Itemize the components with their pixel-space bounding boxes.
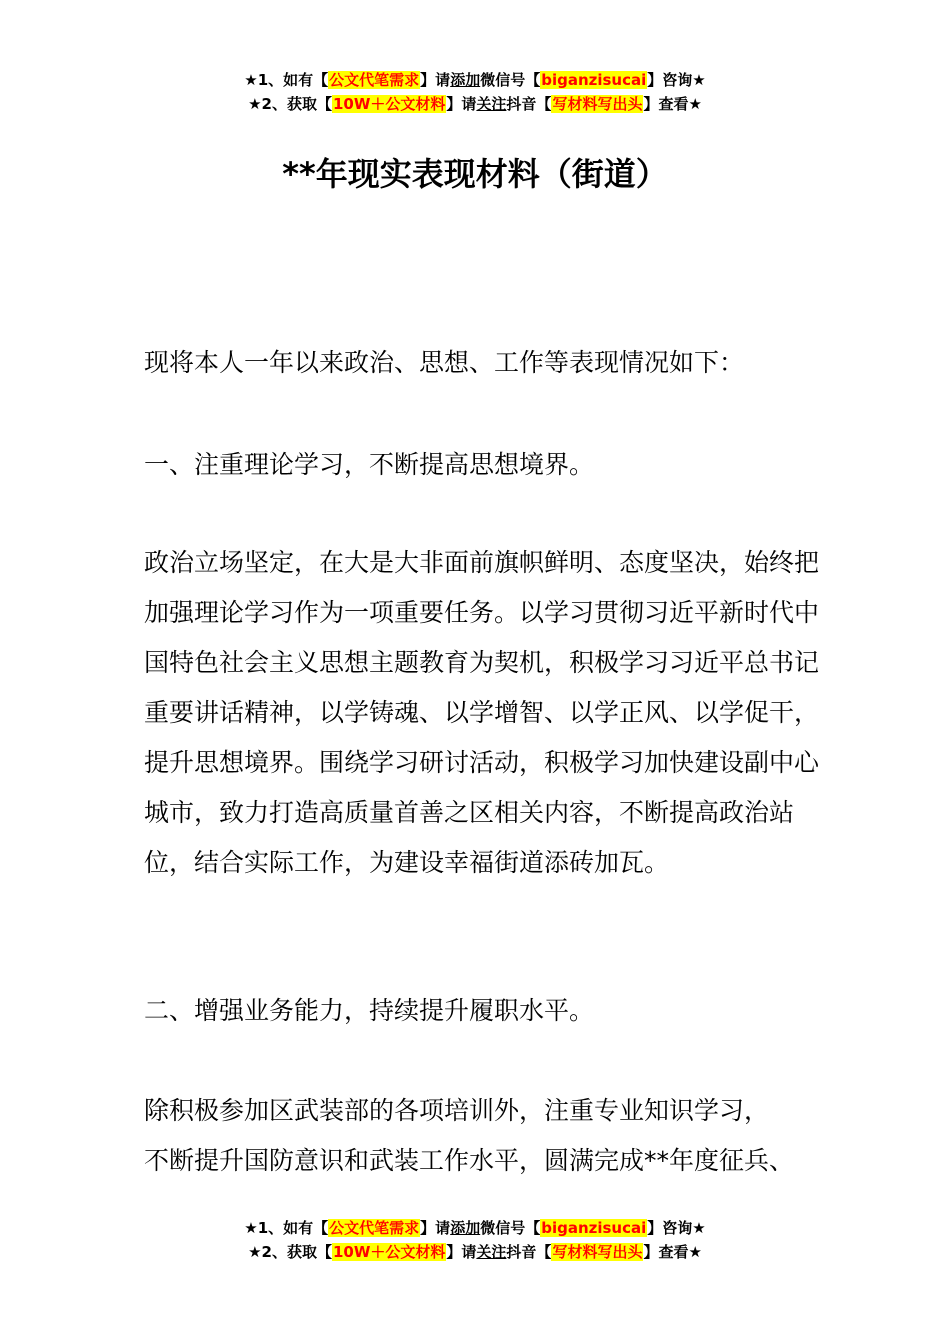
- highlight-materials: 10W＋公文材料: [332, 1243, 446, 1261]
- banner-text: 抖音【: [506, 1243, 552, 1261]
- underline-follow: 关注: [476, 1243, 507, 1261]
- banner-text: 微信号【: [480, 71, 541, 89]
- footer-banner: [0, 1216, 950, 1264]
- star-icon: ★: [244, 71, 258, 89]
- underline-add: 添加: [450, 1219, 481, 1237]
- header-banner: [0, 68, 950, 116]
- banner-text: 2、获取【: [261, 95, 332, 113]
- banner-line-1: [0, 1216, 950, 1240]
- banner-line-1: [0, 68, 950, 92]
- section-heading-1: 一、注重理论学习，不断提高思想境界。: [144, 450, 595, 479]
- highlight-wechat-id: biganzisucai: [541, 1219, 647, 1237]
- banner-text: 】请: [420, 71, 451, 89]
- section-paragraph-2: [144, 1086, 824, 1186]
- banner-text: 】查看★: [643, 1243, 702, 1261]
- highlight-service: 公文代笔需求: [329, 71, 420, 89]
- banner-text: 】查看★: [643, 95, 702, 113]
- star-icon: ★: [248, 1243, 262, 1261]
- paragraph-line: 不断提升国防意识和武装工作水平，圆满完成**年度征兵、: [144, 1146, 795, 1175]
- highlight-douyin: 写材料写出头: [552, 1243, 643, 1261]
- highlight-materials: 10W＋公文材料: [332, 95, 446, 113]
- banner-line-2: [0, 92, 950, 116]
- banner-text: 微信号【: [480, 1219, 541, 1237]
- banner-text: 】咨询★: [647, 71, 706, 89]
- underline-follow: 关注: [476, 95, 507, 113]
- underline-add: 添加: [450, 71, 481, 89]
- banner-text: 】咨询★: [647, 1219, 706, 1237]
- highlight-douyin: 写材料写出头: [552, 95, 643, 113]
- paragraph-line: 除积极参加区武装部的各项培训外，注重专业知识学习，: [144, 1096, 770, 1125]
- banner-text: 1、如有【: [257, 1219, 329, 1237]
- intro-paragraph: 现将本人一年以来政治、思想、工作等表现情况如下：: [144, 348, 745, 377]
- banner-text: 2、获取【: [261, 1243, 332, 1261]
- section-paragraph-1: 政治立场坚定，在大是大非面前旗帜鲜明、态度坚决，始终把加强理论学习作为一项重要任务。以学习贯彻习近平新时代中国特色社会主义思想主题教育为契机，积极学习习近平总书记重要讲话精神，以学铸魂、以学增智、以学正风、以学促干，提升思想境界。围绕学习研讨活动，积极学习加快建设副中心城市，致力打造高质量首善之区相关内容，不断提高政治站位，结合实际工作，为建设幸福街道添砖加瓦。: [144, 548, 820, 877]
- banner-text: 】请: [420, 1219, 451, 1237]
- star-icon: ★: [248, 95, 262, 113]
- banner-text: 抖音【: [506, 95, 552, 113]
- banner-text: 】请: [446, 1243, 477, 1261]
- highlight-wechat-id: biganzisucai: [541, 71, 647, 89]
- banner-line-2: [0, 1240, 950, 1264]
- banner-text: 1、如有【: [257, 71, 329, 89]
- section-heading-2: 二、增强业务能力，持续提升履职水平。: [144, 996, 595, 1025]
- banner-text: 】请: [446, 95, 477, 113]
- highlight-service: 公文代笔需求: [329, 1219, 420, 1237]
- star-icon: ★: [244, 1219, 258, 1237]
- document-title: **年现实表现材料（街道）: [282, 155, 668, 193]
